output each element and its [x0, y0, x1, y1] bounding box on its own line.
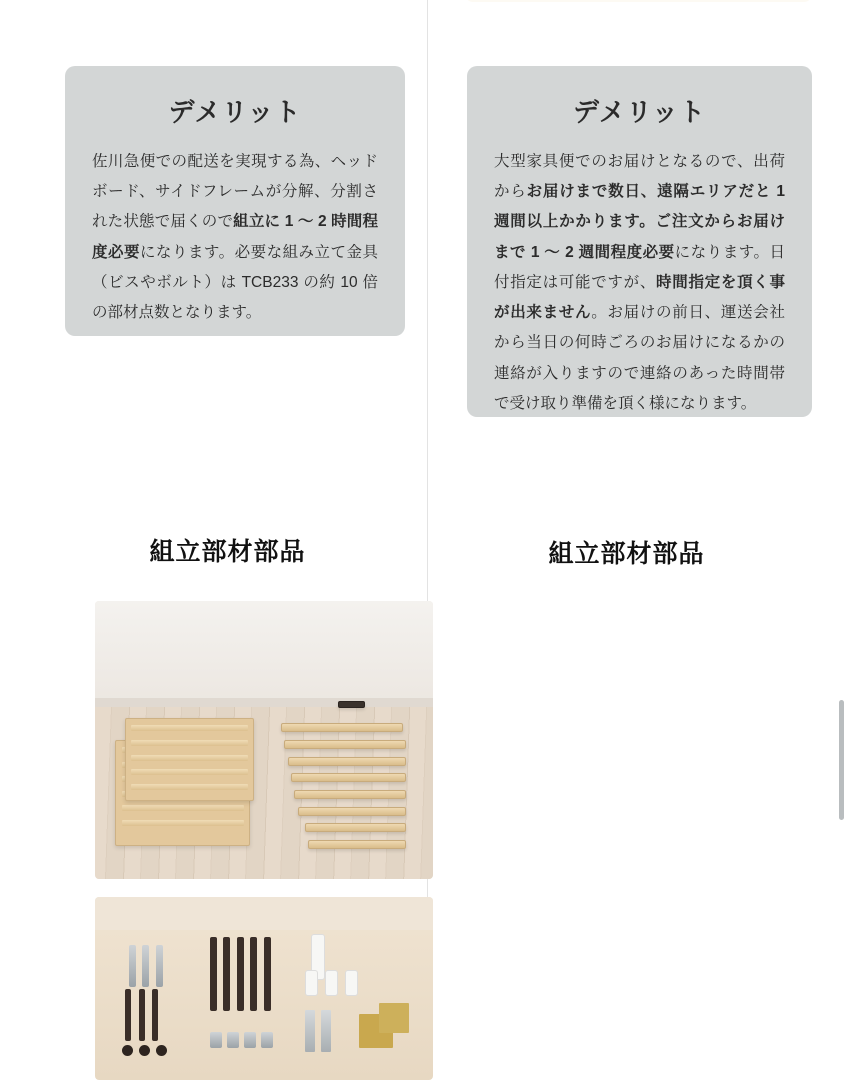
bolt-shape: [237, 937, 244, 1011]
page-gutter-left: [0, 0, 28, 1080]
section-title-left: 組立部材部品: [149, 538, 306, 566]
frame-stick-shape: [305, 823, 406, 832]
page-gutter-right: [826, 0, 853, 1080]
nut-shape: [227, 1032, 239, 1048]
demerit-card-right: [467, 66, 812, 417]
demerit-text-part-bold: 組立に 1 〜 2 時間程度必要: [92, 213, 378, 261]
parts-scene-graphic: [95, 897, 433, 1080]
comparison-content: [28, 0, 826, 1080]
demerit-text-part: になります。日付指定は可能ですが、: [494, 243, 786, 291]
demerit-title-right: デメリット: [573, 97, 706, 127]
demerit-text-part: 。お届けの前日、運送会社から当日の何時ごろのお届けになるかの連絡が入りますので連絡のあった時間帯で受け取り準備を頂く様になります。: [494, 304, 785, 412]
section-title-right: 組立部材部品: [548, 540, 705, 568]
demerit-card-left: [65, 66, 405, 336]
bolt-shape: [250, 937, 257, 1011]
table-edge-shape: [95, 897, 433, 930]
floor-scene-graphic: [95, 601, 433, 879]
white-cap-shape: [305, 970, 318, 996]
baseboard-shape: [95, 698, 433, 706]
dark-part-shape: [338, 701, 365, 708]
demerit-text-part-bold: 時間指定を頂く事が出来ません: [494, 273, 785, 322]
bolt-shape: [125, 989, 131, 1041]
frame-stick-shape: [284, 740, 406, 749]
bolt-shape: [152, 989, 158, 1041]
bolt-head-shape: [156, 1045, 167, 1056]
previous-card-sliver: [465, 0, 812, 2]
comparison-column-right: [427, 0, 826, 1080]
bolt-head-shape: [122, 1045, 133, 1056]
frame-stick-shape: [294, 790, 406, 799]
demerit-title-left: デメリット: [168, 97, 302, 127]
bolt-shape: [223, 937, 230, 1011]
hardware-parts-photo-left: [95, 897, 433, 1080]
white-cap-shape: [345, 970, 358, 996]
frame-stick-shape: [281, 723, 403, 732]
demerit-text-part: になります。必要な組み立て金具（ビスやボルト）は TCB233 の約 10 倍の部材点数となります。: [92, 243, 378, 322]
frame-stick-shape: [291, 773, 406, 782]
frame-stick-shape: [288, 757, 406, 766]
comparison-columns: [28, 0, 826, 1080]
nut-shape: [261, 1032, 273, 1048]
bolt-shape: [139, 989, 145, 1041]
demerit-body-right: [494, 147, 785, 419]
bolt-shape: [264, 937, 271, 1011]
page-scrollbar[interactable]: [839, 700, 844, 820]
metal-plate-shape: [321, 1010, 331, 1052]
silver-sleeve-shape: [129, 945, 136, 987]
silver-sleeve-shape: [156, 945, 163, 987]
frame-stick-shape: [298, 807, 406, 816]
demerit-text-part: 大型家具便でのお届けとなるので、出荷から: [494, 153, 785, 201]
metal-plate-shape: [305, 1010, 315, 1052]
slat-panel-shape: [125, 718, 253, 801]
nut-shape: [244, 1032, 256, 1048]
brass-bracket-shape: [379, 1003, 409, 1033]
demerit-body-left: [92, 147, 378, 328]
frame-stick-shape: [308, 840, 406, 849]
silver-sleeve-shape: [142, 945, 149, 987]
comparison-column-left: [28, 0, 427, 1080]
demerit-text-part-bold: お届けまで数日、遠隔エリアだと 1 週間以上かかります。ご注文からお届けまで 1 〜 2 週間程度必要: [494, 183, 785, 261]
bolt-shape: [210, 937, 217, 1011]
bolt-head-shape: [139, 1045, 150, 1056]
white-cap-shape: [325, 970, 338, 996]
nut-shape: [210, 1032, 222, 1048]
demerit-text-part: 佐川急便での配送を実現する為、ヘッドボード、サイドフレームが分解、分割された状態で届くので: [92, 153, 378, 231]
slats-on-floor-photo-left: [95, 601, 433, 879]
wall-shape: [95, 601, 433, 704]
